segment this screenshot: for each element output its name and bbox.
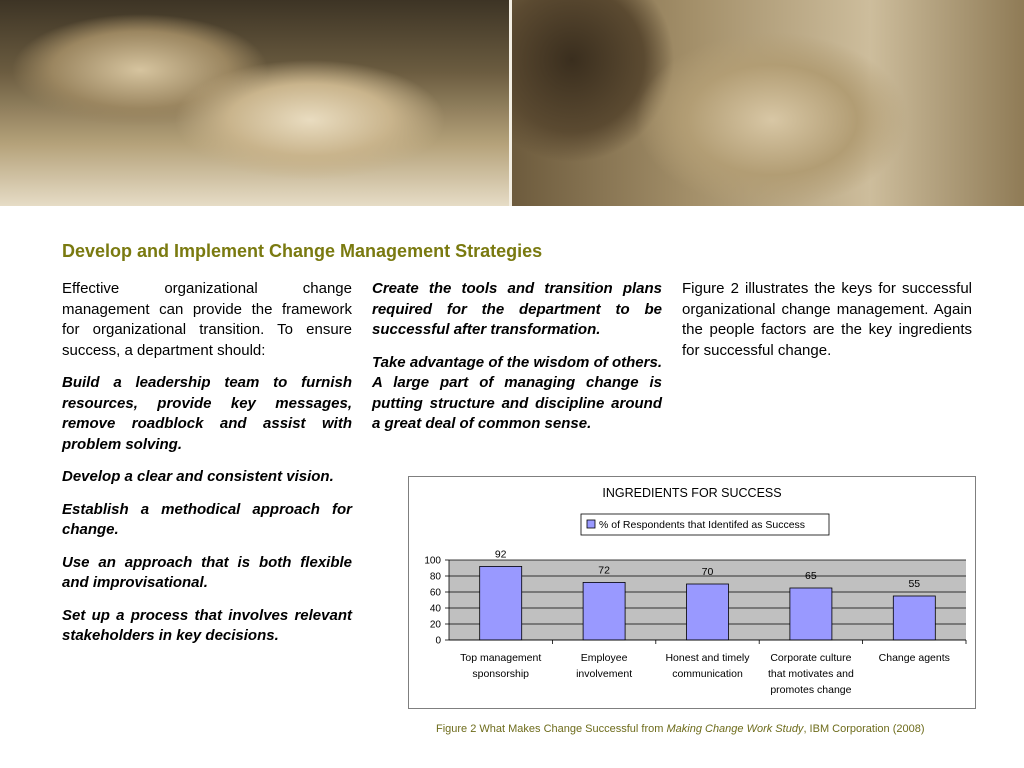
x-tick-label: communication	[672, 668, 743, 680]
bar	[790, 588, 832, 640]
chart-svg	[409, 477, 975, 708]
data-label: 72	[598, 564, 610, 577]
data-label: 55	[908, 578, 921, 590]
x-tick-label: Top management	[460, 652, 542, 664]
x-tick-label: that motivates and	[767, 668, 854, 680]
data-label: 70	[701, 566, 714, 578]
strategy-item: Take advantage of the wisdom of others. A large part of managing change is putting structure and discipline around a great deal of common sense.	[372, 353, 662, 432]
woman-face-photo	[512, 0, 1024, 206]
legend-label: % of Respondents that Identifed as Success	[599, 519, 806, 531]
header-photo-banner	[0, 0, 1024, 206]
strategy-item: Create the tools and transition plans required for the department to be successful after transformation.	[372, 280, 662, 338]
bar	[480, 566, 522, 640]
x-tick-label: involvement	[576, 668, 633, 680]
strategy-item: Establish a methodical approach for change.	[62, 500, 352, 538]
y-tick-label: 0	[435, 635, 441, 647]
x-tick-label: Corporate culture	[770, 652, 852, 664]
ingredients-bar-chart	[408, 476, 976, 709]
x-tick-label: sponsorship	[472, 668, 530, 680]
y-tick-label: 100	[424, 555, 441, 567]
strategy-item: Develop a clear and consistent vision.	[62, 468, 334, 485]
data-label: 92	[494, 548, 507, 561]
x-tick-label: promotes change	[770, 684, 852, 696]
y-tick-label: 80	[429, 571, 441, 583]
y-tick-label: 40	[429, 603, 441, 615]
x-tick-label: Honest and timely	[665, 652, 750, 664]
chart-title: INGREDIENTS FOR SUCCESS	[602, 486, 782, 500]
y-tick-label: 60	[429, 587, 441, 599]
caption-source-title: Making Change Work Study	[666, 723, 804, 735]
page-title: Develop and Implement Change Management Strategies	[62, 241, 543, 261]
x-tick-label: Change agents	[878, 652, 950, 664]
figure-caption	[436, 723, 925, 735]
caption-prefix: Figure 2 What Makes Change Successful from	[436, 723, 667, 735]
x-tick-label: Employee	[580, 652, 628, 664]
bar	[687, 584, 729, 640]
bar	[583, 582, 625, 640]
column-left	[62, 279, 352, 659]
strategy-item: Build a leadership team to furnish resources, provide key messages, remove roadblock and assist with problem solving.	[62, 374, 352, 453]
y-tick-label: 20	[429, 619, 441, 631]
column-right	[682, 279, 972, 373]
hands-typing-photo	[0, 0, 509, 206]
bar	[893, 596, 935, 640]
strategy-item: Set up a process that involves relevant stakeholders in key decisions.	[62, 606, 352, 644]
data-label: 65	[805, 570, 817, 582]
caption-suffix: , IBM Corporation (2008)	[803, 723, 925, 735]
intro-paragraph: Effective organizational change management can provide the framework for organizational transition. To ensure success, a department should:	[62, 280, 352, 359]
figure-description: Figure 2 illustrates the keys for successful organizational change management. Again the people factors are the key ingredients for successful change.	[682, 280, 972, 359]
strategy-item: Use an approach that is both flexible and improvisational.	[62, 553, 352, 591]
column-middle	[372, 279, 662, 447]
legend-swatch	[587, 520, 595, 528]
